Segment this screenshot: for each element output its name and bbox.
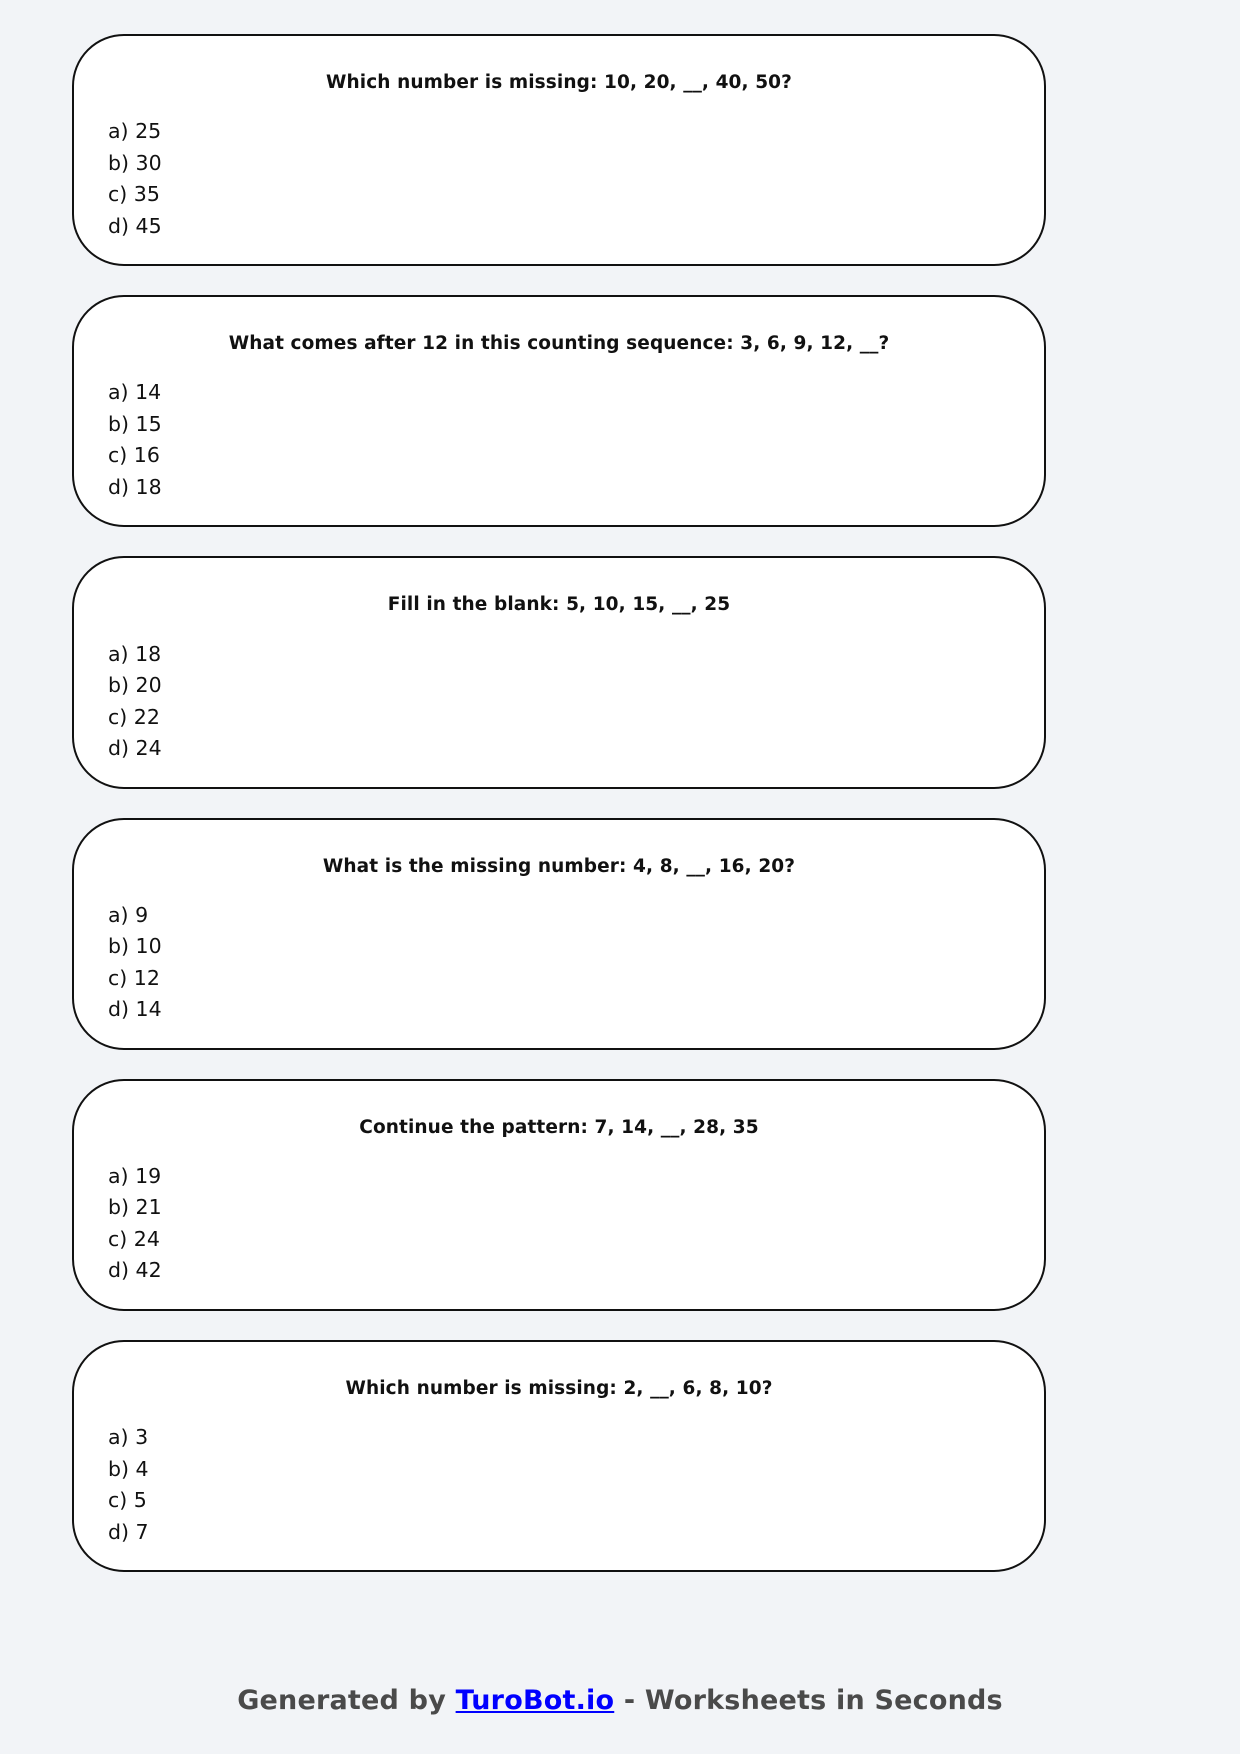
option-item[interactable]: a) 19 xyxy=(108,1163,162,1188)
question-title: Which number is missing: 2, __, 6, 8, 10? xyxy=(345,1377,773,1399)
option-item[interactable]: b) 4 xyxy=(108,1456,149,1481)
footer xyxy=(0,1685,1240,1716)
question-card xyxy=(72,556,1046,788)
option-item[interactable]: b) 10 xyxy=(108,934,162,959)
option-item[interactable]: d) 18 xyxy=(108,474,162,499)
option-item[interactable]: b) 20 xyxy=(108,673,162,698)
question-title: Which number is missing: 10, 20, __, 40, 50? xyxy=(326,72,792,93)
option-list xyxy=(108,900,1010,1026)
option-list xyxy=(108,116,1010,242)
option-item[interactable]: b) 15 xyxy=(108,411,162,436)
option-list xyxy=(108,1422,1010,1548)
option-item[interactable]: a) 18 xyxy=(108,641,162,666)
option-item[interactable]: d) 45 xyxy=(108,213,162,238)
option-item[interactable]: a) 3 xyxy=(108,1425,149,1450)
option-item[interactable]: c) 35 xyxy=(108,182,160,207)
turobot-link[interactable]: TuroBot.io xyxy=(455,1685,615,1716)
footer-suffix: - Worksheets in Seconds xyxy=(614,1685,1003,1716)
option-item[interactable]: c) 16 xyxy=(108,443,160,468)
option-list xyxy=(108,1161,1010,1287)
option-item[interactable]: d) 7 xyxy=(108,1519,149,1544)
question-card xyxy=(72,1079,1046,1311)
option-item[interactable]: d) 42 xyxy=(108,1258,162,1283)
question-list xyxy=(72,34,1046,1572)
option-item[interactable]: c) 5 xyxy=(108,1488,147,1513)
footer-prefix: Generated by xyxy=(237,1685,456,1716)
option-item[interactable]: d) 14 xyxy=(108,997,162,1022)
question-title: Fill in the blank: 5, 10, 15, __, 25 xyxy=(387,594,731,616)
question-title: What comes after 12 in this counting sequence: 3, 6, 9, 12, __? xyxy=(228,333,890,355)
option-item[interactable]: c) 12 xyxy=(108,965,160,990)
option-item[interactable]: c) 24 xyxy=(108,1226,160,1251)
question-card xyxy=(72,1340,1046,1572)
option-item[interactable]: b) 30 xyxy=(108,150,162,175)
question-card xyxy=(72,818,1046,1050)
option-list xyxy=(108,377,1010,503)
option-list xyxy=(108,639,1010,765)
option-item[interactable]: a) 25 xyxy=(108,119,162,144)
option-item[interactable]: d) 24 xyxy=(108,736,162,761)
question-card xyxy=(72,34,1046,266)
option-item[interactable]: a) 14 xyxy=(108,380,162,405)
question-title: What is the missing number: 4, 8, __, 16, 20? xyxy=(322,855,796,877)
option-item[interactable]: a) 9 xyxy=(108,902,149,927)
question-title: Continue the pattern: 7, 14, __, 28, 35 xyxy=(359,1116,759,1138)
option-item[interactable]: c) 22 xyxy=(108,704,160,729)
option-item[interactable]: b) 21 xyxy=(108,1195,162,1220)
question-card xyxy=(72,295,1046,527)
